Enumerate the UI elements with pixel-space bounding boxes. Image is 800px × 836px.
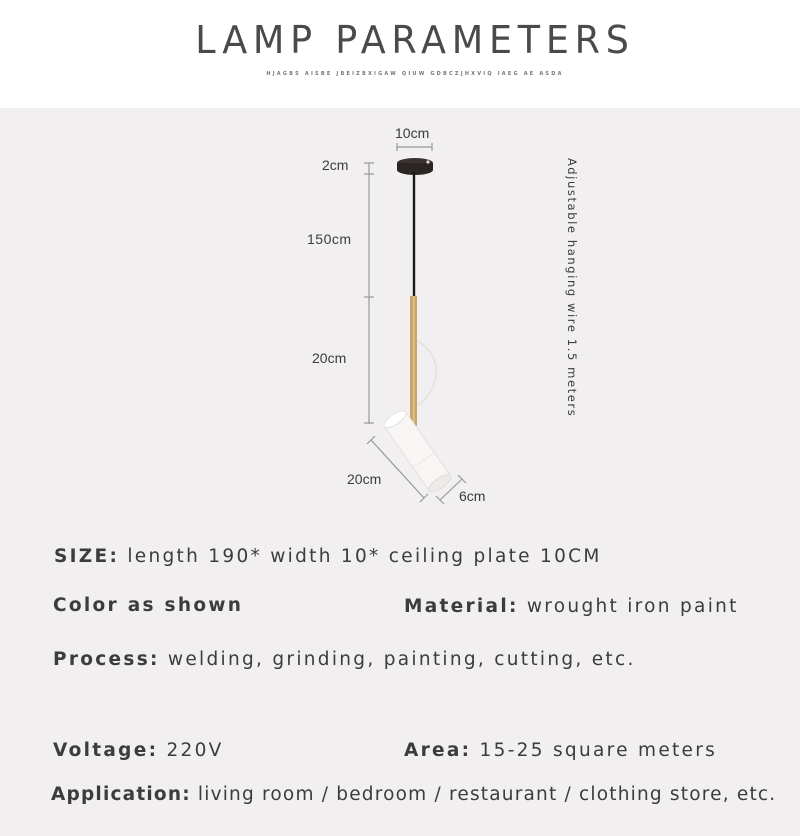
spec-color-label: Color as shown bbox=[53, 595, 244, 616]
spec-material-value: wrought iron paint bbox=[518, 596, 739, 617]
plate-width-label: 10cm bbox=[395, 125, 430, 141]
rod-length-label: 20cm bbox=[312, 350, 347, 366]
height-dimension-line bbox=[364, 163, 374, 424]
spec-material bbox=[404, 596, 739, 617]
spec-material-label: Material: bbox=[404, 596, 519, 617]
spec-size-label: SIZE: bbox=[54, 546, 120, 567]
spec-size-value: length 190* width 10* ceiling plate 10CM bbox=[119, 546, 602, 567]
spec-process-label: Process: bbox=[53, 649, 160, 670]
spec-application bbox=[51, 784, 776, 805]
spec-area-value: 15-25 square meters bbox=[471, 740, 718, 761]
wire-length-label: 150cm bbox=[307, 231, 352, 247]
spec-area-label: Area: bbox=[404, 740, 472, 761]
spec-application-label: Application: bbox=[51, 784, 191, 805]
plate-height-label: 2cm bbox=[322, 157, 349, 173]
spec-process bbox=[53, 649, 636, 670]
plate-width-dimension-line bbox=[397, 143, 432, 151]
spec-application-value: living room / bedroom / restaurant / clothing store, etc. bbox=[190, 784, 777, 805]
adjustable-wire-note: Adjustable hanging wire 1.5 meters bbox=[565, 158, 579, 418]
page-subtitle: HJAGBS AISBE JBEIZBXIGAW QIUW GDBCZJHXVIQ IAEG AE ASDA bbox=[266, 71, 564, 77]
lamp-shade bbox=[382, 408, 454, 495]
page-title: LAMP PARAMETERS bbox=[195, 18, 635, 62]
spec-voltage bbox=[53, 740, 224, 761]
power-cord bbox=[416, 340, 436, 405]
spec-area bbox=[404, 740, 717, 761]
spec-process-value: welding, grinding, painting, cutting, etc. bbox=[159, 649, 636, 670]
spec-voltage-value: 220V bbox=[158, 740, 224, 761]
spec-size bbox=[54, 546, 602, 567]
shade-diameter-label: 6cm bbox=[459, 488, 486, 504]
shade-length-label: 20cm bbox=[347, 471, 382, 487]
spec-voltage-label: Voltage: bbox=[53, 740, 159, 761]
spec-color bbox=[53, 595, 243, 616]
